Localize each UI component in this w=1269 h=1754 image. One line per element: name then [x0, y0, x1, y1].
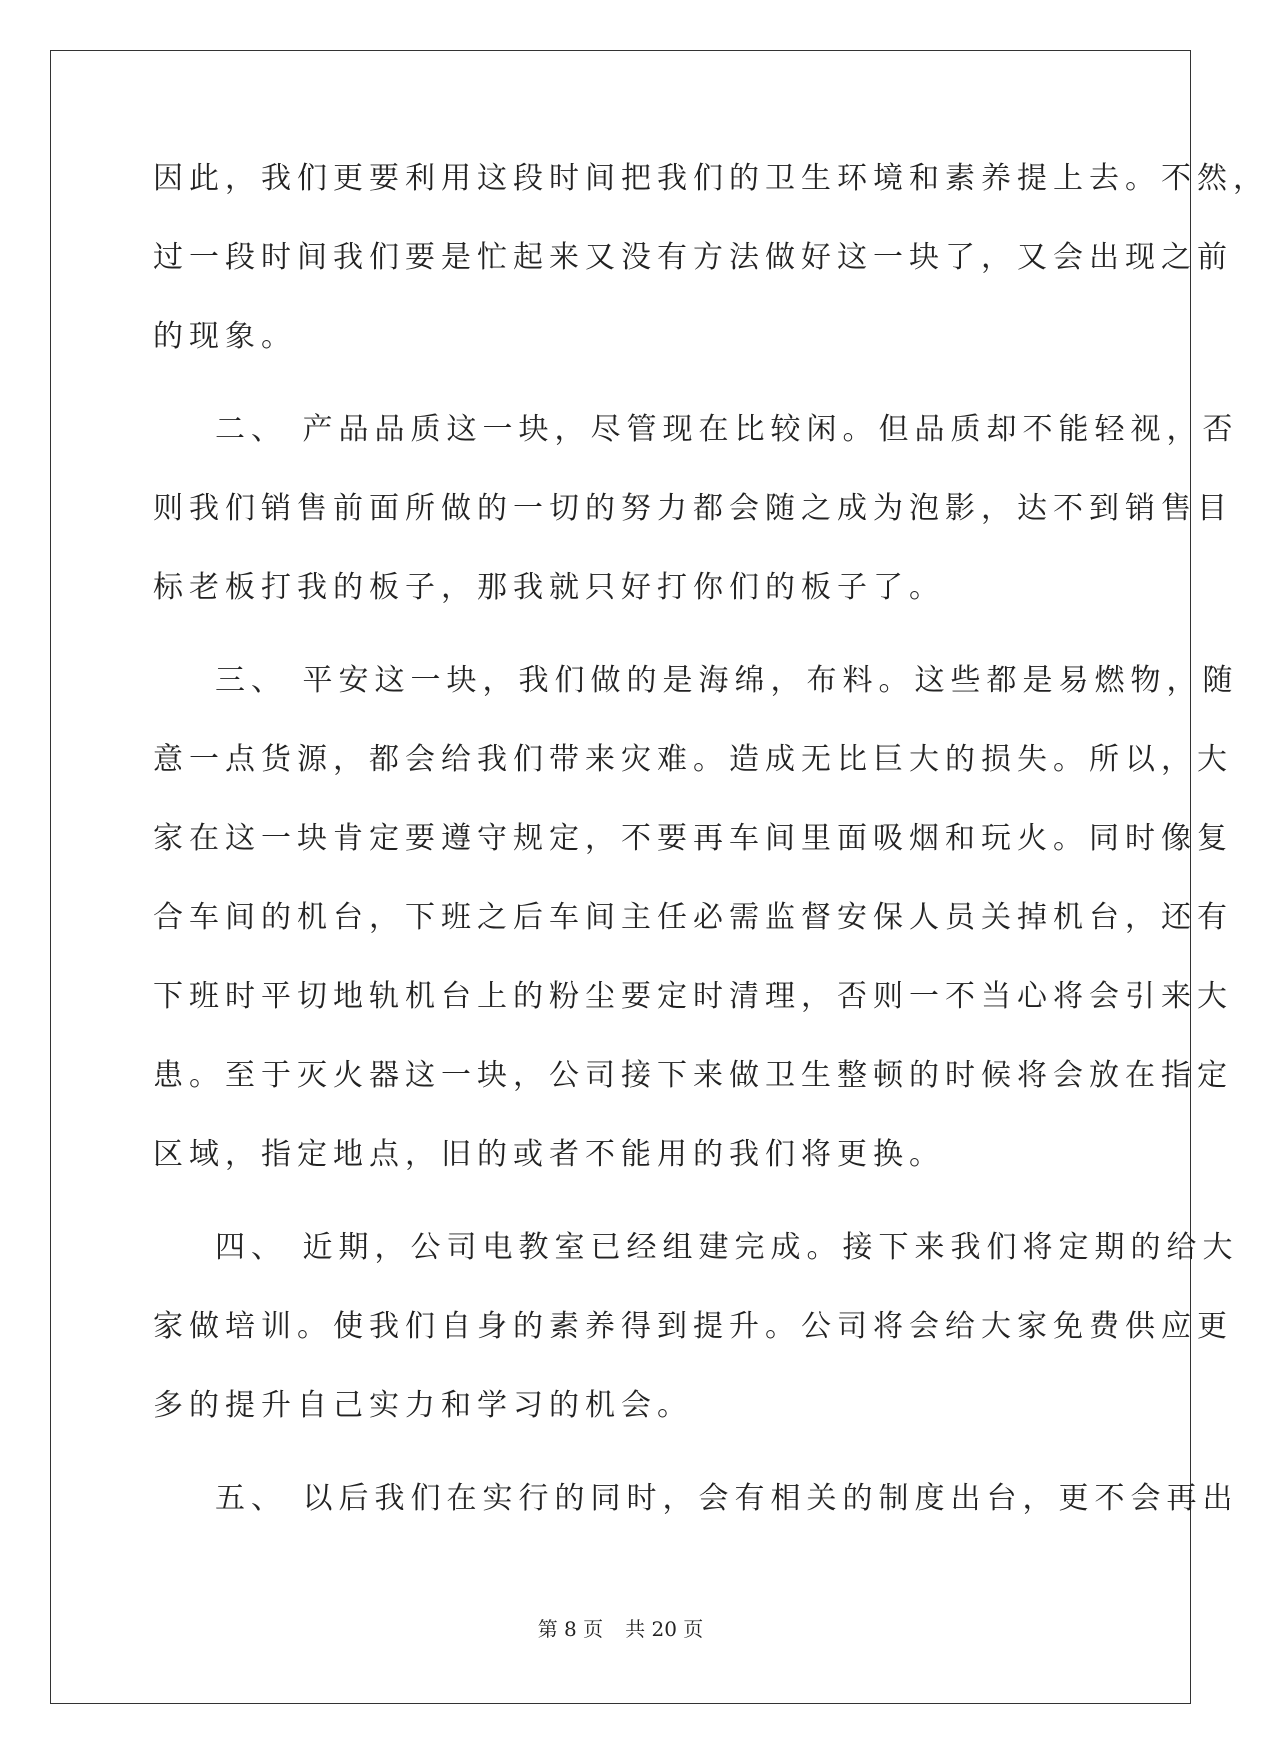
- document-body: [153, 149, 1269, 1548]
- text-line: 下班时平切地轨机台上的粉尘要定时清理，否则一不当心将会引来大: [153, 979, 1233, 1014]
- text-line: 区域，指定地点，旧的或者不能用的我们将更换。: [153, 1137, 945, 1172]
- text-line: 家在这一块肯定要遵守规定，不要再车间里面吸烟和玩火。同时像复: [153, 821, 1233, 856]
- page-number: 第 8 页: [537, 1617, 604, 1641]
- page-footer: [0, 1613, 1241, 1642]
- text-line: 意一点货源，都会给我们带来灾难。造成无比巨大的损失。所以，大: [153, 742, 1233, 777]
- text-line: 的现象。: [153, 319, 297, 354]
- text-line: 则我们销售前面所做的一切的努力都会随之成为泡影，达不到销售目: [153, 491, 1233, 526]
- paragraph-start-line: 三、 平安这一块，我们做的是海绵，布料。这些都是易燃物，随: [215, 663, 1239, 698]
- text-line: 家做培训。使我们自身的素养得到提升。公司将会给大家免费供应更: [153, 1309, 1233, 1344]
- text-line: 因此，我们更要利用这段时间把我们的卫生环境和素养提上去。不然，: [153, 161, 1269, 196]
- paragraph-start-line: 四、 近期，公司电教室已经组建完成。接下来我们将定期的给大: [215, 1230, 1239, 1265]
- text-line: 患。至于灭火器这一块，公司接下来做卫生整顿的时候将会放在指定: [153, 1058, 1233, 1093]
- page-total: 共 20 页: [625, 1617, 704, 1641]
- text-line: 标老板打我的板子，那我就只好打你们的板子了。: [153, 570, 945, 605]
- text-line: 多的提升自己实力和学习的机会。: [153, 1388, 693, 1423]
- paragraph-start-line: 二、 产品品质这一块，尽管现在比较闲。但品质却不能轻视，否: [215, 412, 1239, 447]
- paragraph-start-line: 五、 以后我们在实行的同时，会有相关的制度出台，更不会再出: [215, 1481, 1239, 1516]
- text-line: 过一段时间我们要是忙起来又没有方法做好这一块了，又会出现之前: [153, 240, 1233, 275]
- text-line: 合车间的机台，下班之后车间主任必需监督安保人员关掉机台，还有: [153, 900, 1233, 935]
